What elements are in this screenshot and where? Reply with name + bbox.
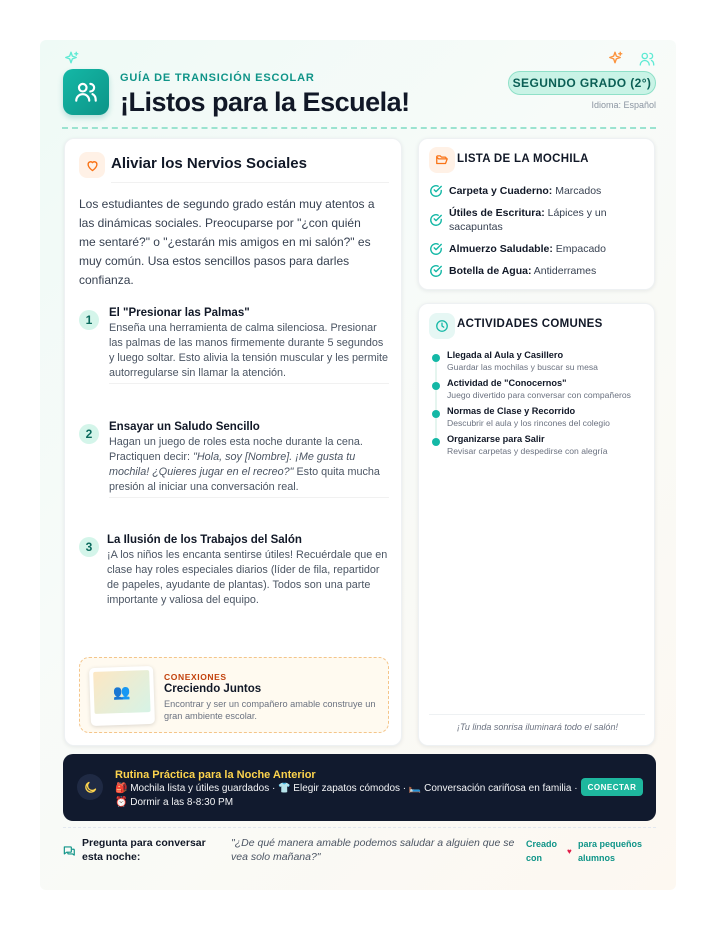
step-number: 1 [79, 310, 99, 330]
check-circle-icon [429, 184, 443, 198]
activity-title: Normas de Clase y Recorrido [447, 406, 576, 416]
callout-body: Encontrar y ser un compañero amable construye un gran ambiente escolar. [164, 699, 376, 721]
activity-title: Llegada al Aula y Casillero [447, 350, 564, 360]
grade-badge: SEGUNDO GRADO (2°) [508, 71, 656, 95]
chat-icon [62, 844, 76, 858]
heart-icon [85, 158, 100, 173]
divider [429, 714, 645, 715]
connections-callout [79, 657, 389, 733]
activity-desc: Descubrir el aula y los rincones del colegio [447, 418, 610, 428]
friends-icon: 👥 [93, 670, 150, 714]
social-nerves-card [64, 138, 402, 746]
step-body: Hagan un juego de roles esta noche durante la cena. Practiquen decir: "Hola, soy [Nombre]. ¡Me gusta tu mochila! ¿Quieres jugar en el recreo?" Esto quita mucha presión al iniciar una conversación real. [109, 436, 380, 493]
check-circle-icon [429, 213, 443, 227]
users-icon [638, 50, 656, 68]
moon-icon [83, 780, 98, 795]
step-number: 2 [79, 424, 99, 444]
logo [63, 69, 109, 115]
callout-title: Creciendo Juntos [164, 683, 262, 695]
activity-desc: Juego divertido para conversar con compañeros [447, 390, 631, 400]
activities-footer: ¡Tu linda sonrisa iluminará todo el salón! [457, 722, 618, 732]
activity-title: Actividad de "Conocernos" [447, 378, 567, 388]
clock-icon-badge [429, 313, 455, 339]
routine-body: 🎒 Mochila lista y útiles guardados · 👕 Elegir zapatos cómodos · 🛏️ Conversación cariñosa en familia · ⏰ Dormir a las 8-8:30 PM [115, 783, 578, 808]
step-title: La Ilusión de los Trabajos del Salón [107, 534, 302, 546]
divider [109, 497, 389, 498]
users-icon [73, 79, 99, 105]
timeline-dot [432, 410, 440, 418]
check-circle-icon [429, 264, 443, 278]
divider [111, 182, 389, 183]
footer-divider [63, 827, 656, 828]
heart-icon: ♥ [567, 847, 572, 856]
section-title: Aliviar los Nervios Sociales [111, 155, 307, 172]
conversation-question-label: Pregunta para conversar esta noche: [82, 837, 206, 863]
timeline-line [435, 356, 437, 444]
divider [109, 383, 389, 384]
clock-icon [435, 319, 449, 333]
credit-created: Creado con [526, 839, 558, 863]
sparkle-icon [62, 50, 80, 68]
timeline-dot [432, 382, 440, 390]
section-title: LISTA DE LA MOCHILA [457, 153, 589, 165]
friends-photo [89, 666, 155, 726]
section-title: ACTIVIDADES COMUNES [457, 318, 603, 330]
common-activities-card [418, 303, 655, 746]
backpack-list-card: LISTA DE LA MOCHILA Carpeta y Cuaderno: Marcados Útiles de Escritura: Lápices y un sacapuntas Almuerzo Saludable: Empacado Botella de Agua: Antiderrames [418, 138, 655, 290]
page-title: ¡Listos para la Escuela! [120, 87, 410, 117]
night-routine-bar [63, 754, 656, 821]
callout-kicker: CONEXIONES [164, 672, 227, 682]
language-label: Idioma: Español [591, 100, 656, 110]
credit-audience: para pequeños alumnos [578, 839, 643, 863]
step-body: ¡A los niños les encanta sentirse útiles! Recuérdale que en clase hay roles especiales diarios (líder de fila, repartidor de papeles, ayudante de plantas). Todos son una parte importante y valiosa del equipo. [107, 549, 388, 606]
conversation-question: "¿De qué manera amable podemos saludar a alguien que se vea solo mañana?" [231, 837, 515, 863]
folder-open-icon [435, 153, 449, 167]
activity-title: Organizarse para Salir [447, 434, 545, 444]
routine-title: Rutina Práctica para la Noche Anterior [115, 769, 316, 781]
check-circle-icon [429, 242, 443, 256]
timeline-dot [432, 354, 440, 362]
step-body: Enseña una herramienta de calma silenciosa. Presionar las palmas de las manos firmemente durante 5 segundos y luego soltar. Esto alivia la tensión muscular y les permite autorregularse sin llamar la atención. [109, 322, 389, 379]
moon-icon-badge [77, 774, 103, 800]
step-title: Ensayar un Saludo Sencillo [109, 421, 260, 433]
step-number: 3 [79, 537, 99, 557]
activity-desc: Guardar las mochilas y buscar su mesa [447, 362, 598, 372]
connect-button[interactable]: CONECTAR [581, 778, 643, 796]
sparkle-icon [606, 50, 624, 68]
header-kicker: GUÍA DE TRANSICIÓN ESCOLAR [120, 72, 315, 84]
heart-icon-badge [79, 152, 105, 178]
timeline-dot [432, 438, 440, 446]
header-divider [62, 127, 656, 129]
step-title: El "Presionar las Palmas" [109, 307, 250, 319]
intro-text: Los estudiantes de segundo grado están muy atentos a las dinámicas sociales. Preocuparse por "¿con quién me sentaré?" o "¿estarán mis amigos en mi salón?" es muy común. Usa estos sencillos pasos para darles confianza. [79, 197, 375, 287]
guide-page [40, 40, 676, 890]
activity-desc: Revisar carpetas y despedirse con alegría [447, 446, 608, 456]
folder-icon-badge [429, 147, 455, 173]
